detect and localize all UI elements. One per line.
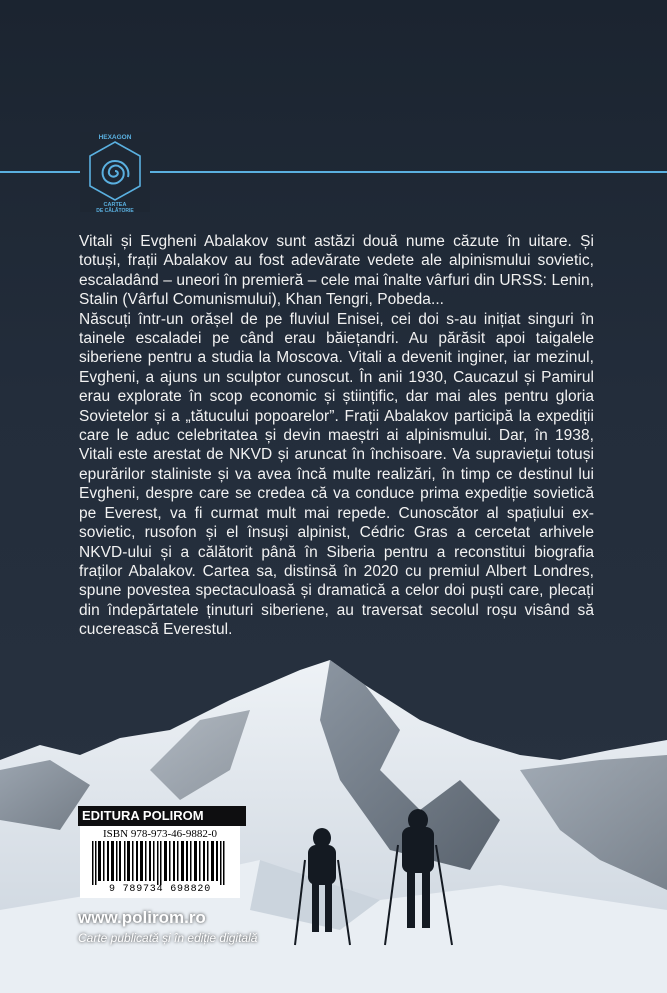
isbn-number: ISBN 978-973-46-9882-0 [103, 828, 217, 840]
logo-bottom-line2: DE CĂLĂTORIE [96, 208, 134, 212]
back-cover-blurb [79, 232, 594, 640]
blurb-paragraph-1: Vitali și Evgheni Abalakov sunt astăzi două nume căzute în uitare. Și totuși, frații Abalakov au fost adevărate vedete ale alpinismului sovietic, escaladând – uneori în premieră – cele mai înalte vârfuri din URSS: Lenin, Stalin (Vârful Comunismului), Khan Tengri, Pobeda... [79, 233, 594, 309]
logo-bottom-line1: CARTEA [103, 202, 127, 208]
logo-top-text: HEXAGON [98, 134, 132, 141]
publisher-name: EDITURA POLIROM [78, 806, 246, 826]
barcode-digits: 9 789734 698820 [108, 884, 211, 895]
isbn-barcode-block [80, 826, 240, 898]
barcode-icon [86, 841, 234, 885]
blurb-paragraph-2: Născuți într-un orășel de pe fluviul Enisei, cei doi s-au inițiat singuri în tainele escaladei pe când erau băiețandri. Au părăsit apoi taigalele siberiene pentru a studia la Moscova. Vitali a devenit inginer, iar mezinul, Evgheni, a ajuns un sculptor cunoscut. În anii 1930, Caucazul și Pamirul erau explorate în scop economic și științific, dar mai ales pentru gloria Sovietelor și a „tătucului popoarelor”. Frații Abalakov participă la expediții care le aduc celebritatea și devin maeștri ai alpinismului. Dar, în 1938, Vitali este arestat de NKVD și aruncat în închisoare. Va supraviețui totuși epurărilor staliniste și va avea încă multe realizări, în timp ce destinul lui Evgheni, despre care se credea că va conduce prima expediție sovietică pe Everest, va fi curmat mult mai repede. Cunoscător al spațiului ex-sovietic, rusofon și el însuși alpinist, Cédric Gras a cercetat arhivele NKVD-ului și a călătorit până în Siberia pentru a reconstitui biografia fraților Abalakov. Cartea sa, distinsă în 2020 cu premiul Albert Londres, spune povestea spectaculoasă și dramatică a celor doi puști care, plecați din îndepărtatele ținuturi siberiene, au traversat secolul roșu visând să cucerească Everestul. [79, 310, 594, 639]
digital-edition-note: Carte publicată și în ediție digitală [78, 931, 258, 945]
hexagon-spiral-logo-icon [80, 132, 150, 212]
publisher-website: www.polirom.ro [78, 908, 206, 927]
